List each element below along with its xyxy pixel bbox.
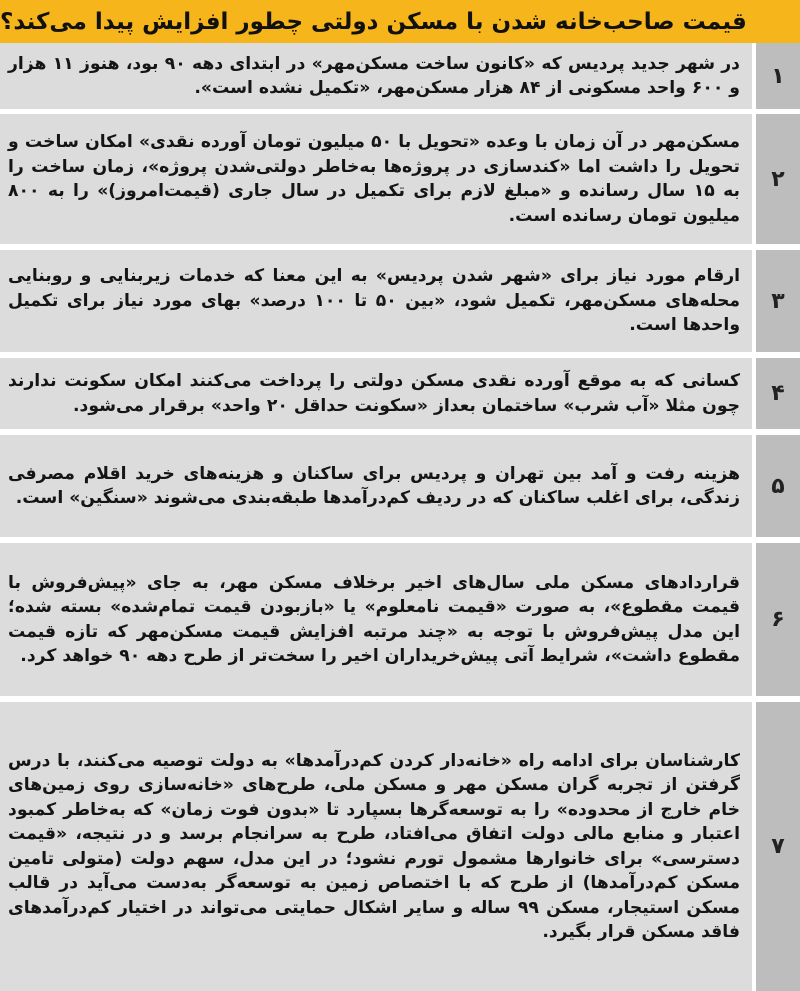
row-text: هزینه رفت و آمد بین تهران و پردیس برای ساکنان و هزینه‌های خرید اقلام مصرفی زندگی، برای اغلب ساکنان که در ردیف کم‌درآمدها طبقه‌بندی می‌شوند «سنگین» است. <box>8 463 740 508</box>
table-row <box>0 250 800 352</box>
table <box>0 43 800 991</box>
row-number: ۵ <box>756 435 800 537</box>
row-text: ارقام مورد نیاز برای «شهر شدن پردیس» به این معنا که خدمات زیربنایی و روبنایی محله‌های مسکن‌مهر، تکمیل شود، «بین ۵۰ تا ۱۰۰ درصد» بهای مورد نیاز برای تکمیل واحدها است. <box>8 266 740 336</box>
row-number: ۶ <box>756 543 800 696</box>
row-text-cell <box>0 358 752 429</box>
table-row <box>0 435 800 537</box>
page-title: قیمت صاحب‌خانه شدن با مسکن دولتی چطور افزایش پیدا می‌کند؟ <box>0 8 747 35</box>
header-bar <box>0 0 800 43</box>
row-number: ۱ <box>756 43 800 109</box>
row-text: مسکن‌مهر در آن زمان با وعده «تحویل با ۵۰ میلیون تومان آورده نقدی» امکان ساخت و تحویل را داشت اما «کندسازی در پروژه‌ها به‌خاطر دولتی‌شدن پروژه»، زمان ساخت را به ۱۵ سال رسانده و «مبلغ لازم برای تکمیل در سال جاری (قیمت‌امروز)» را به ۸۰۰ میلیون تومان رسانده است. <box>8 132 740 226</box>
row-text: در شهر جدید پردیس که «کانون ساخت مسکن‌مهر» در ابتدای دهه ۹۰ بود، هنوز ۱۱ هزار و ۶۰۰ واحد مسکونی از ۸۴ هزار مسکن‌مهر، «تکمیل نشده است». <box>8 53 740 98</box>
row-text: کارشناسان برای ادامه راه «خانه‌دار کردن کم‌درآمدها» به دولت توصیه می‌کنند، با درس گرفتن از تجربه گران مسکن مهر و مسکن ملی، طرح‌های «خانه‌سازی روی زمین‌های خام خارج از محدوده» را به توسعه‌گرها بسپارد تا «بدون فوت زمان» که به‌خاطر کمبود اعتبار و منابع مالی دولت اتفاق می‌افتاد، طرح به سرانجام برسد و در نتیجه، «قیمت دسترسی» برای خانوارها مشمول تورم نشود؛ در این مدل، سهم دولت (متولی تامین مسکن کم‌درآمدها) از طرح که با اختصاص زمین به توسعه‌گر به‌دست می‌آید در قالب مسکن استیجار، مسکن ۹۹ ساله و سایر اشکال حمایتی می‌تواند در اختیار کم‌درآمدهای فاقد مسکن قرار بگیرد. <box>8 750 740 942</box>
row-text-cell <box>0 702 752 991</box>
row-text-cell <box>0 543 752 696</box>
row-text-cell <box>0 43 752 109</box>
row-text: کسانی که به موقع آورده نقدی مسکن دولتی را پرداخت می‌کنند امکان سکونت ندارند چون مثلا «آب شرب» ساختمان بعداز «سکونت حداقل ۲۰ واحد» برقرار می‌شود. <box>8 371 740 416</box>
table-row <box>0 114 800 244</box>
table-row <box>0 543 800 696</box>
row-text-cell <box>0 114 752 244</box>
row-number: ۴ <box>756 358 800 429</box>
table-row <box>0 702 800 991</box>
row-text-cell <box>0 250 752 352</box>
table-row <box>0 43 800 109</box>
row-number: ۲ <box>756 114 800 244</box>
row-text-cell <box>0 435 752 537</box>
row-number: ۳ <box>756 250 800 352</box>
row-text: قراردادهای مسکن ملی سال‌های اخیر برخلاف مسکن مهر، به جای «پیش‌فروش با قیمت مقطوع»، به صورت «قیمت نامعلوم» یا «بازبودن قیمت تمام‌شده» بسته شده؛ این مدل پیش‌فروش با توجه به «چند مرتبه افزایش قیمت مسکن‌مهر که تازه قیمت مقطوع داشت»، شرایط آتی پیش‌خریداران اخیر را سخت‌تر از طرح دهه ۹۰ خواهد کرد. <box>8 572 740 666</box>
table-row <box>0 358 800 429</box>
row-number: ۷ <box>756 702 800 991</box>
